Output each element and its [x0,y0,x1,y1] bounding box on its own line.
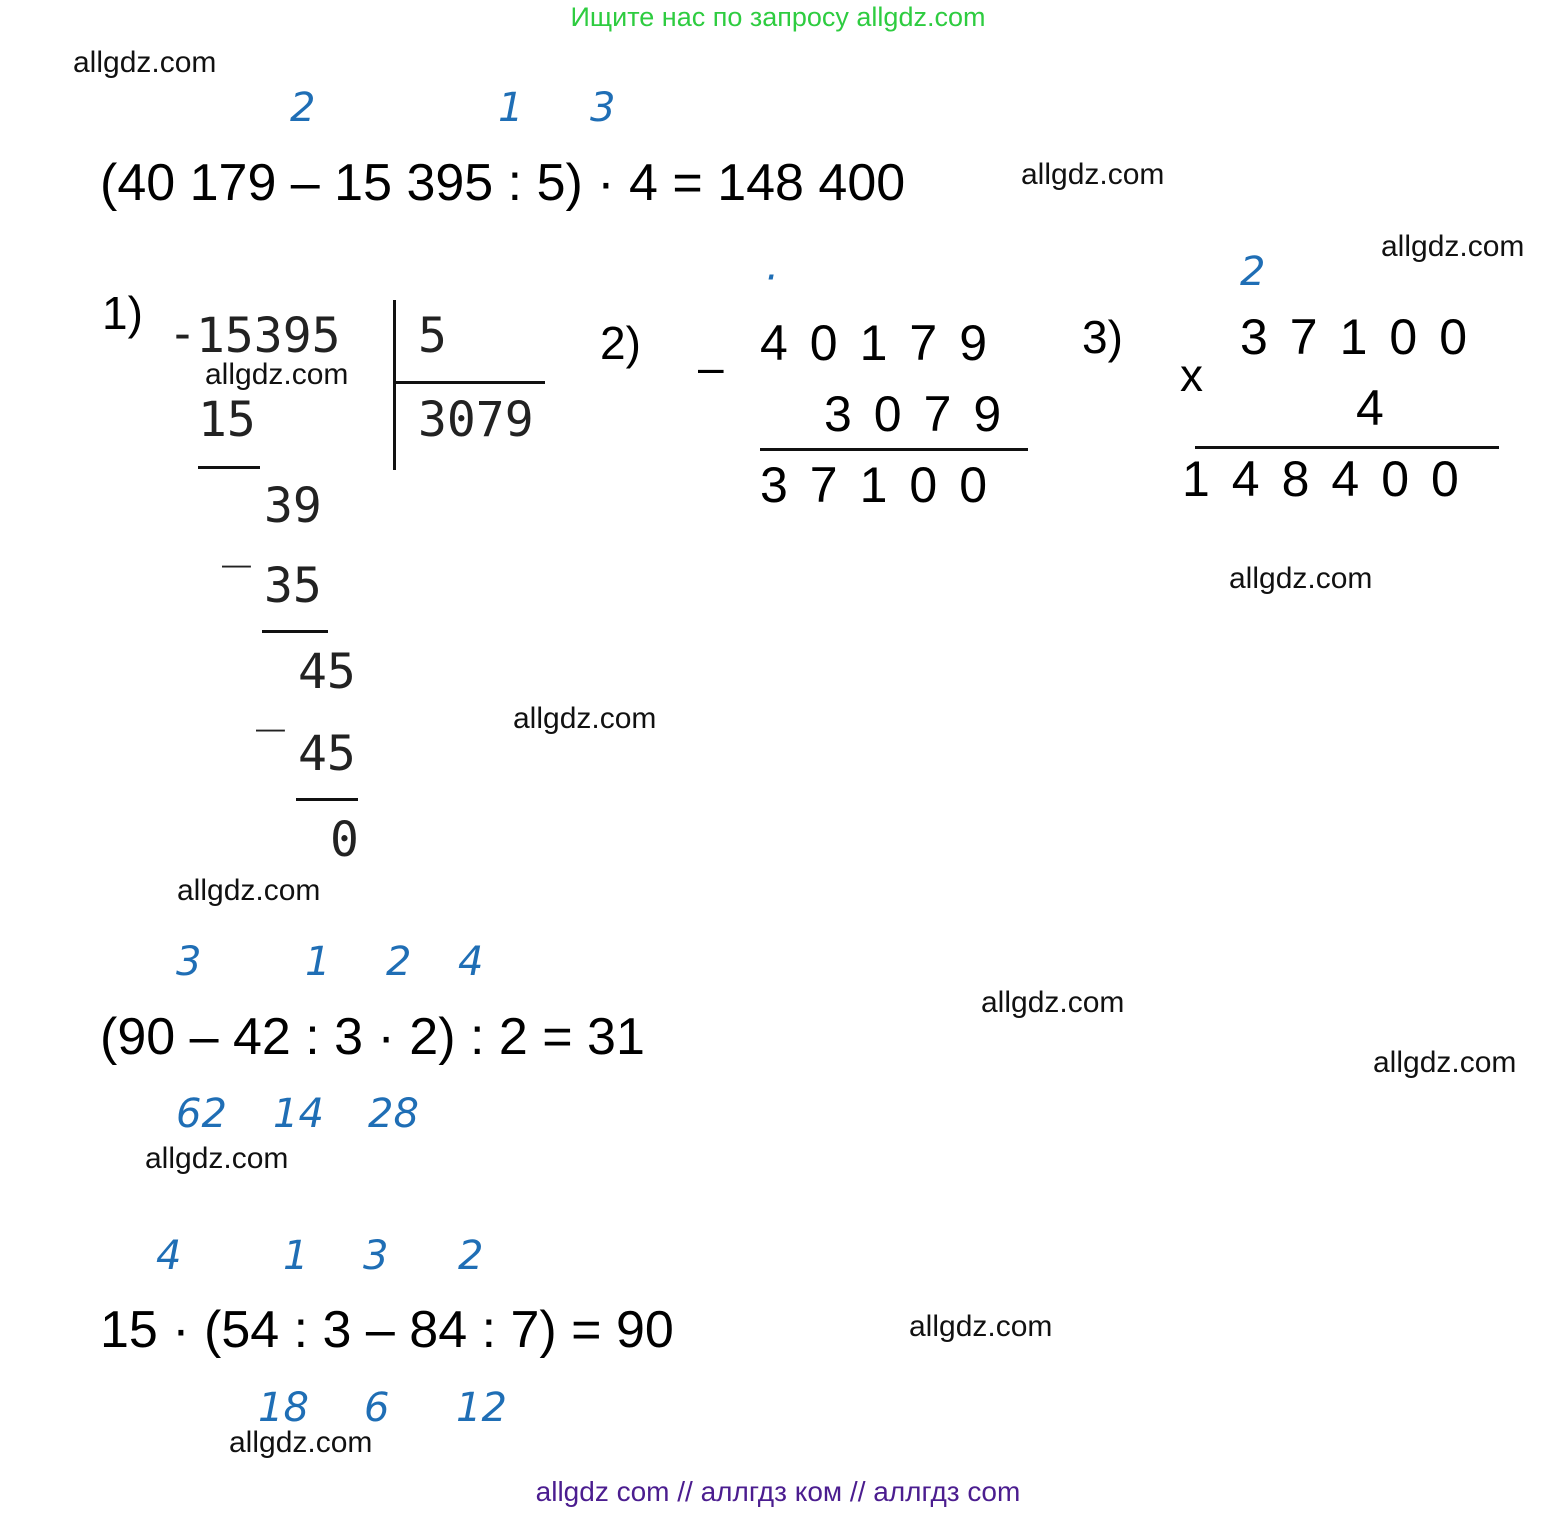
watermark: allgdz.com [177,874,321,907]
expression-2: (90 – 42 : 3 · 2) : 2 = 31 [100,1008,645,1066]
step-label: 2) [600,317,641,369]
intermediate-result: 12 [456,1385,507,1431]
watermark: allgdz.com [909,1310,1053,1343]
sum-line [760,448,1028,451]
expression-1: (40 179 – 15 395 : 5) · 4 = 148 400 [100,154,906,212]
watermark: allgdz.com [1229,562,1373,595]
order-mark: 1 [498,85,524,131]
multiplicand: 37100 [1240,309,1490,365]
order-mark: 1 [283,1233,309,1279]
intermediate-result: 28 [368,1091,419,1137]
search-banner: Ищите нас по запросу allgdz.com [570,2,986,32]
order-mark: 4 [458,939,484,985]
difference: 37100 [760,457,1010,513]
division-remainder: 0 [330,812,359,868]
order-mark: 1 [305,939,331,985]
division-step: 15 [198,392,256,448]
division-step: 35 [264,558,322,614]
product: 148400 [1182,451,1481,507]
watermark: allgdz.com [1021,158,1165,191]
watermark: allgdz.com [1381,230,1525,263]
divisor-line [393,381,545,384]
quotient: 3079 [418,392,534,448]
step-label: 3) [1082,311,1123,363]
division-line [262,630,328,633]
intermediate-result: 6 [364,1385,390,1431]
footer-text: allgdz com // аллгдз ком // аллгдз com [535,1476,1021,1507]
dot-mark: · [764,255,777,301]
order-mark: 4 [156,1233,182,1279]
division-step: 39 [264,478,322,534]
minuend: 40179 [760,315,1010,371]
division-line [198,466,260,469]
division-step: 45 [298,644,356,700]
watermark: allgdz.com [205,358,349,391]
watermark: allgdz.com [145,1142,289,1175]
carry-mark: 2 [1240,249,1266,295]
watermark: allgdz.com [513,702,657,735]
watermark: allgdz.com [981,986,1125,1019]
division-line [296,798,358,801]
order-mark: 2 [386,939,412,985]
minus-sign: – [698,341,724,393]
expression-3: 15 · (54 : 3 – 84 : 7) = 90 [100,1301,674,1359]
order-mark: 3 [590,85,616,131]
step-label: 1) [102,287,143,339]
order-mark: 3 [176,939,202,985]
watermark: allgdz.com [1373,1046,1517,1079]
intermediate-result: 14 [273,1091,324,1137]
dividend: 15395 [196,308,341,364]
division-bar [393,300,396,470]
watermark: allgdz.com [73,46,217,79]
multiplier: 4 [1356,380,1406,436]
times-sign: x [1180,349,1203,401]
product-line [1195,446,1499,449]
minus-sign: _ [256,676,285,732]
minus-sign: - [168,306,197,362]
division-step: 45 [298,726,356,782]
intermediate-result: 62 [176,1091,227,1137]
intermediate-result: 18 [258,1385,309,1431]
order-mark: 3 [363,1233,389,1279]
subtrahend: 3079 [824,386,1024,442]
order-mark: 2 [290,85,316,131]
watermark: allgdz.com [229,1426,373,1459]
order-mark: 2 [458,1233,484,1279]
minus-sign: _ [222,512,251,568]
divisor: 5 [418,308,447,364]
